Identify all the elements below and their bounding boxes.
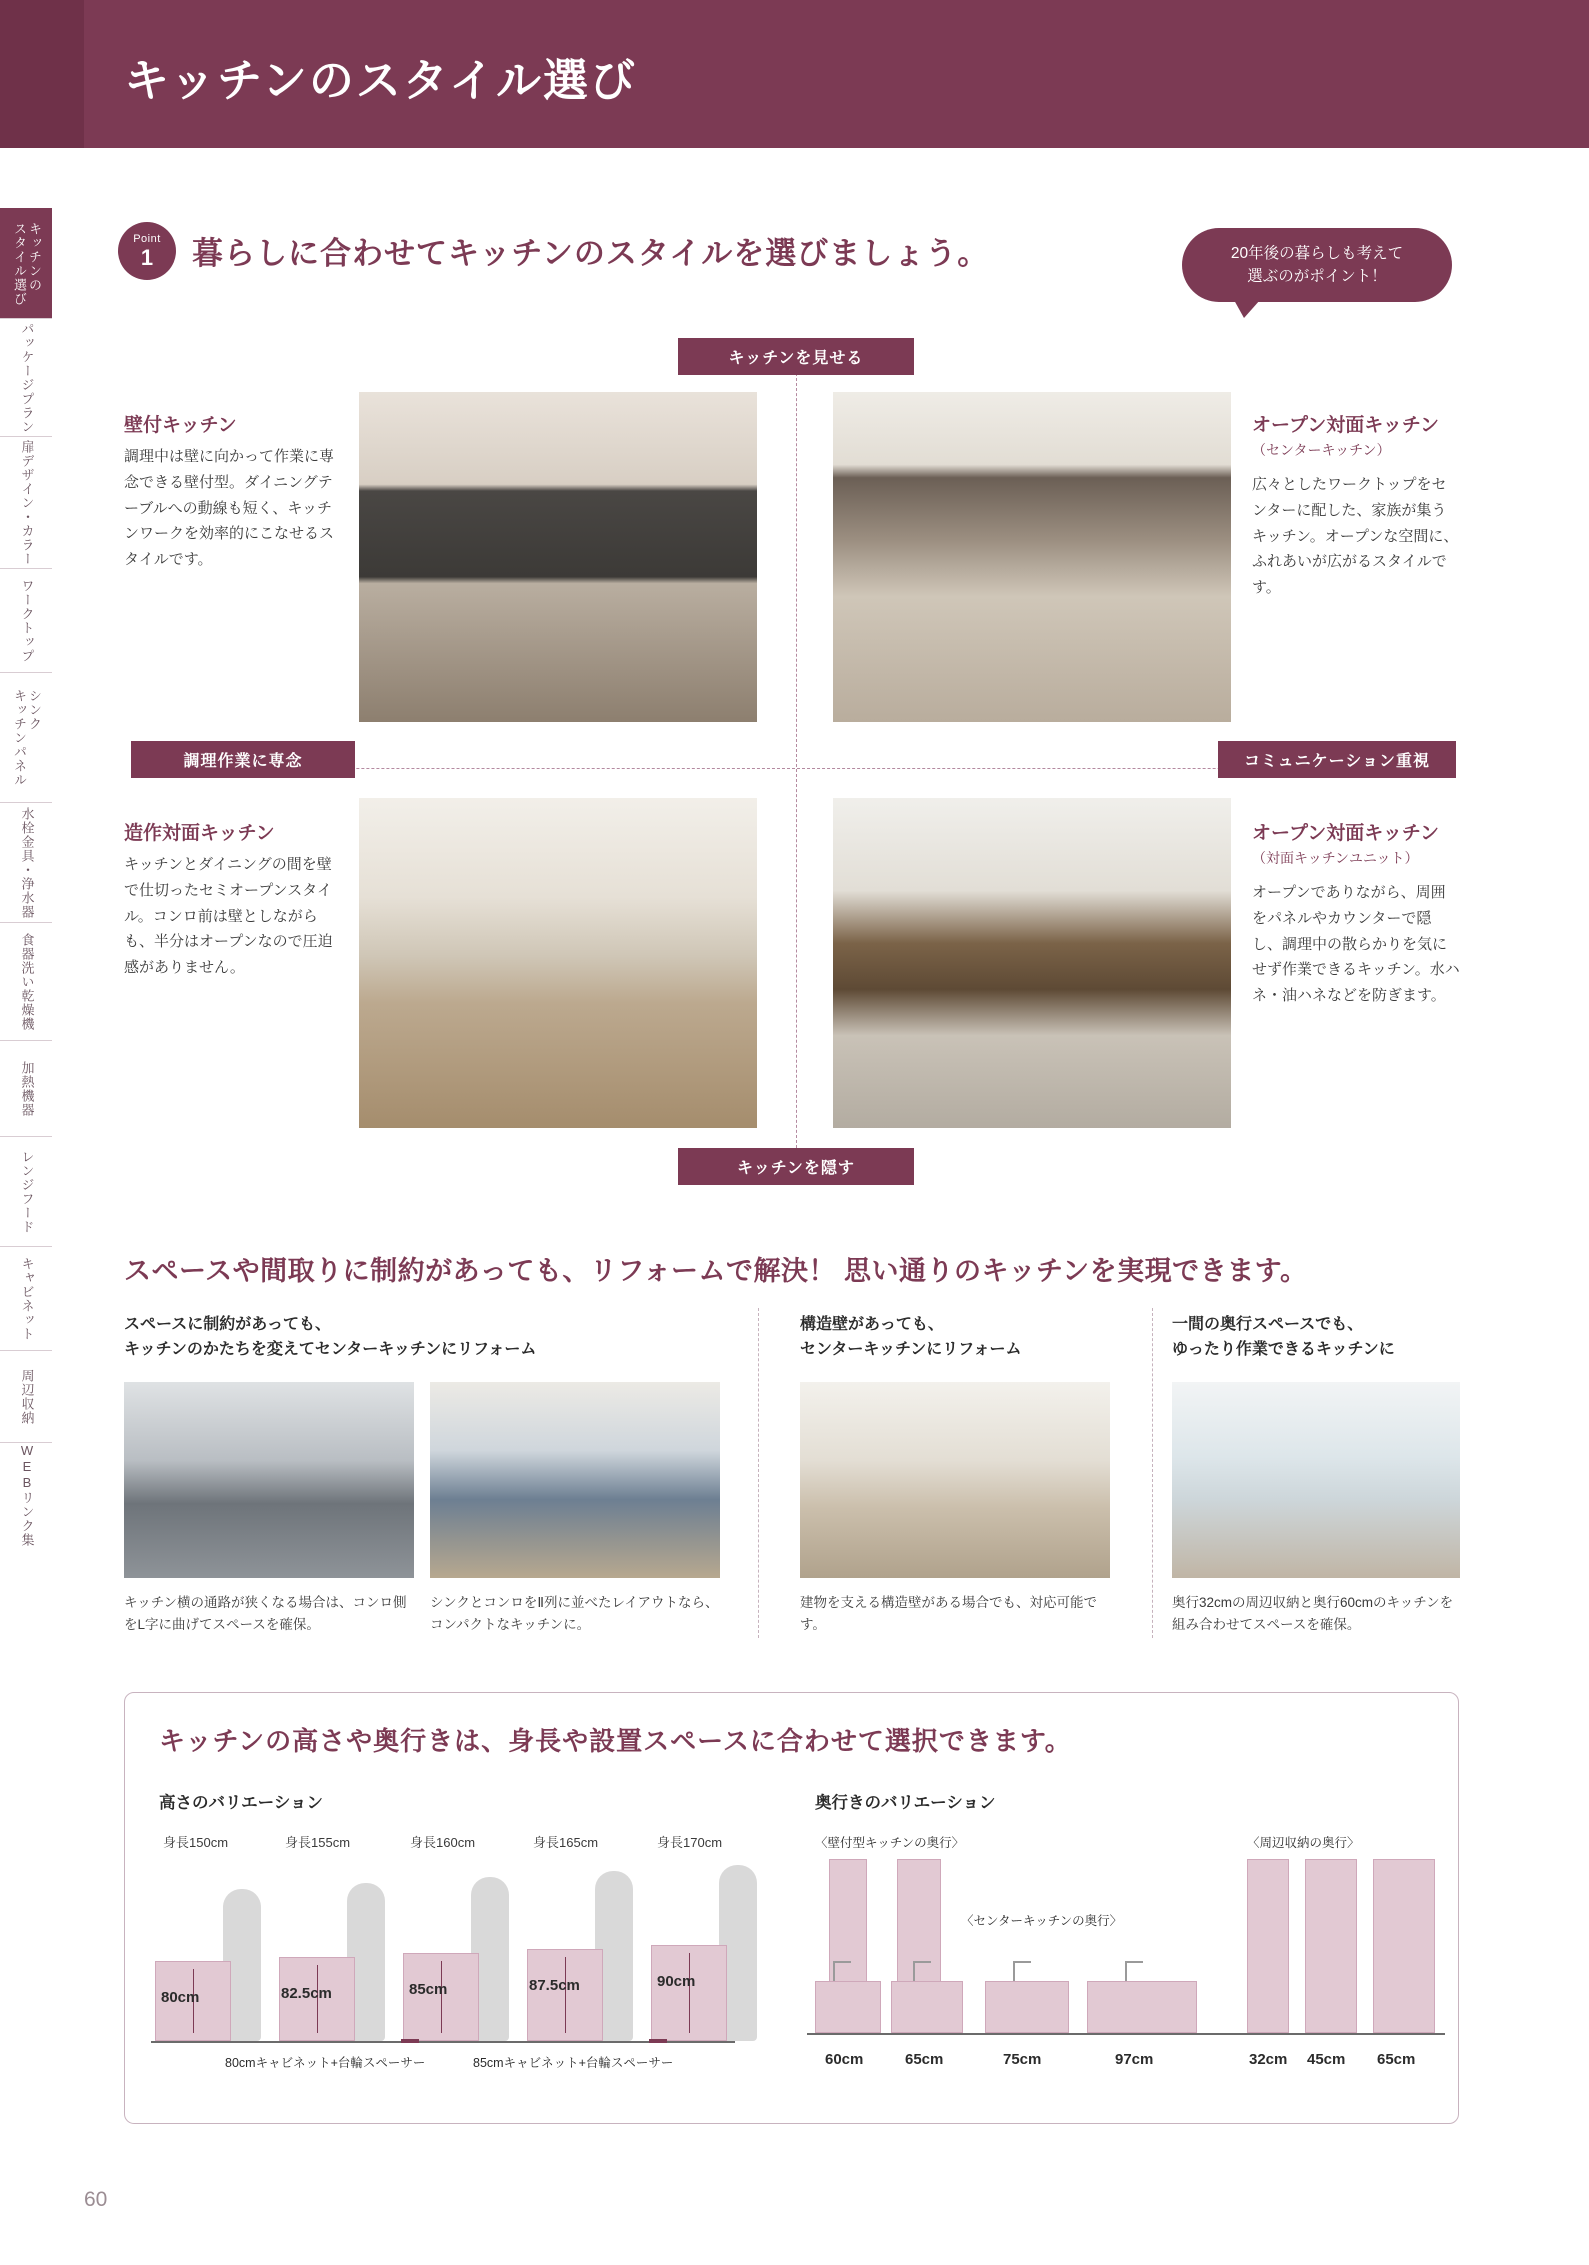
style-body-wall-kitchen: 調理中は壁に向かって作業に専念できる壁付型。ダイニングテーブルへの動線も短く、キッチンワークを効率的にこなせるスタイルです。 bbox=[124, 448, 335, 569]
height-person-label-1: 身長155cm bbox=[285, 1835, 351, 1850]
sidebar-item-faucet-water-purifier[interactable] bbox=[0, 802, 52, 922]
height-value-1: 82.5cm bbox=[281, 1985, 332, 2002]
side-index-tabs[interactable] bbox=[0, 208, 52, 1546]
depth-value-75: 75cm bbox=[1003, 2051, 1042, 2068]
style-sub-open-center: （センターキッチン） bbox=[1252, 442, 1391, 458]
height-value-4: 90cm bbox=[657, 1973, 696, 1990]
section3-panel bbox=[124, 1692, 1459, 2124]
sidebar-item-package-plan[interactable] bbox=[0, 318, 52, 436]
depth-storage-1 bbox=[1305, 1859, 1357, 2033]
faucet-icon-1 bbox=[913, 1961, 931, 1981]
height-baseline bbox=[151, 2041, 735, 2043]
case1-photo-a bbox=[124, 1382, 414, 1578]
height-value-2: 85cm bbox=[409, 1981, 448, 1998]
depth-storage-2 bbox=[1373, 1859, 1435, 2033]
case2-heading: 構造壁があっても、 センターキッチンにリフォーム bbox=[800, 1316, 1022, 1358]
height-note-0: 80cmキャビネット+台輪スペーサー bbox=[225, 2056, 426, 2070]
semi-open-kitchen-photo bbox=[359, 798, 757, 1128]
sidebar-item-label: WEBリンク集 bbox=[19, 1442, 35, 1547]
wall-kitchen-photo bbox=[359, 392, 757, 722]
case1-photo-b bbox=[430, 1382, 720, 1578]
style-sub-facing-unit: （対面キッチンユニット） bbox=[1252, 850, 1419, 866]
page-header bbox=[0, 0, 1589, 148]
height-subhead: 高さのバリエーション bbox=[159, 1794, 324, 1812]
depth-value-65: 65cm bbox=[905, 2051, 944, 2068]
header-accent-band bbox=[0, 0, 84, 148]
sidebar-item-web-links[interactable] bbox=[0, 1442, 52, 1546]
axis-label-focus-cooking: 調理作業に専念 bbox=[131, 741, 355, 778]
open-center-kitchen-photo bbox=[833, 392, 1231, 722]
balloon-line1: 20年後の暮らしも考えて bbox=[1230, 244, 1404, 262]
sidebar-item-label: 扉デザイン・カラー bbox=[19, 439, 35, 566]
case3-heading: 一間の奥行スペースでも、 ゆったり作業できるキッチンに bbox=[1172, 1316, 1395, 1358]
style-title-facing-unit: オープン対面キッチン bbox=[1252, 823, 1439, 844]
height-person-label-3: 身長165cm bbox=[533, 1835, 599, 1850]
height-arrow-4 bbox=[689, 1953, 690, 2033]
point-badge-label: Point bbox=[133, 232, 161, 245]
depth-value-65b: 65cm bbox=[1377, 2051, 1416, 2068]
case2-caption: 建物を支える構造壁がある場合でも、対応可能です。 bbox=[800, 1595, 1097, 1632]
sidebar-item-worktop[interactable] bbox=[0, 568, 52, 672]
photo-fill bbox=[800, 1382, 1110, 1578]
height-value-3: 87.5cm bbox=[529, 1977, 580, 1994]
case1-heading: スペースに制約があっても、 キッチンのかたちを変えてセンターキッチンにリフォーム bbox=[124, 1316, 537, 1358]
style-body-open-center: 広々としたワークトップをセンターに配した、家族が集うキッチン。オープンな空間に、ふれあいが広がるスタイルです。 bbox=[1252, 476, 1459, 597]
matrix-vertical-divider bbox=[796, 368, 797, 1158]
height-person-label-0: 身長150cm bbox=[163, 1835, 229, 1850]
style-body-facing-unit: オープンでありながら、周囲をパネルやカウンターで隠し、調理中の散らかりを気にせず作業できるキッチン。水ハネ・油ハネなどを防ぎます。 bbox=[1252, 884, 1460, 1005]
sidebar-item-label: シンク キッチンパネル bbox=[12, 688, 42, 787]
height-spacer-marker-1 bbox=[401, 2039, 419, 2043]
depth-group3-label: 〈周辺収納の奥行〉 bbox=[1247, 1836, 1360, 1850]
sidebar-item-label: 食器洗い乾燥機 bbox=[19, 932, 35, 1031]
case1-caption-b: シンクとコンロをⅡ列に並べたレイアウトなら、コンパクトなキッチンに。 bbox=[430, 1595, 719, 1632]
height-arrow-3 bbox=[565, 1957, 566, 2033]
section2-title: スペースや間取りに制約があっても、リフォームで解決！ 思い通りのキッチンを実現できます。 bbox=[124, 1256, 1308, 1286]
point-title: 暮らしに合わせてキッチンのスタイルを選びましょう。 bbox=[192, 236, 990, 271]
sidebar-item-peripheral-storage[interactable] bbox=[0, 1350, 52, 1442]
sidebar-item-dishwasher[interactable] bbox=[0, 922, 52, 1040]
depth-group1-label: 〈壁付型キッチンの奥行〉 bbox=[815, 1836, 965, 1850]
sidebar-item-kitchen-style[interactable] bbox=[0, 208, 52, 318]
facing-unit-kitchen-photo bbox=[833, 798, 1231, 1128]
depth-value-97: 97cm bbox=[1115, 2051, 1154, 2068]
sidebar-item-label: キャビネット bbox=[19, 1256, 35, 1341]
sidebar-item-label: パッケージプラン bbox=[19, 321, 35, 434]
sidebar-item-door-design-color[interactable] bbox=[0, 436, 52, 568]
axis-label-show-kitchen: キッチンを見せる bbox=[678, 338, 914, 375]
style-body-semi-open: キッチンとダイニングの間を壁で仕切ったセミオープンスタイル。コンロ前は壁としながらも、半分はオープンなので圧迫感がありません。 bbox=[124, 856, 333, 977]
callout-balloon bbox=[1182, 228, 1452, 302]
case1-caption-a: キッチン横の通路が狭くなる場合は、コンロ側をL字に曲げてスペースを確保。 bbox=[124, 1595, 407, 1632]
section3-title: キッチンの高さや奥行きは、身長や設置スペースに合わせて選択できます。 bbox=[159, 1726, 1072, 1756]
height-value-0: 80cm bbox=[161, 1989, 200, 2006]
style-title-semi-open: 造作対面キッチン bbox=[124, 823, 275, 844]
point-badge bbox=[118, 222, 176, 280]
depth-subhead: 奥行きのバリエーション bbox=[815, 1794, 996, 1812]
photo-fill bbox=[430, 1382, 720, 1578]
height-note-1: 85cmキャビネット+台輪スペーサー bbox=[473, 2056, 674, 2070]
height-person-label-2: 身長160cm bbox=[410, 1835, 476, 1850]
section2-divider-2 bbox=[1152, 1308, 1153, 1638]
style-title-open-center: オープン対面キッチン bbox=[1252, 415, 1439, 436]
depth-value-32: 32cm bbox=[1249, 2051, 1288, 2068]
page-number: 60 bbox=[84, 2188, 108, 2211]
depth-value-60: 60cm bbox=[825, 2051, 864, 2068]
depth-counter-65 bbox=[891, 1981, 963, 2033]
faucet-icon-2 bbox=[1013, 1961, 1031, 1981]
case3-photo bbox=[1172, 1382, 1460, 1578]
photo-fill bbox=[359, 798, 757, 1128]
sidebar-item-range-hood[interactable] bbox=[0, 1136, 52, 1246]
depth-counter-97 bbox=[1087, 1981, 1197, 2033]
photo-fill bbox=[833, 798, 1231, 1128]
depth-baseline bbox=[807, 2033, 1445, 2035]
sidebar-item-label: 加熱機器 bbox=[19, 1060, 35, 1117]
depth-group2-label: 〈センターキッチンの奥行〉 bbox=[961, 1914, 1123, 1928]
sidebar-item-label: ワークトップ bbox=[19, 578, 35, 663]
sidebar-item-label: 水栓金具・浄水器 bbox=[19, 806, 35, 919]
sidebar-item-label: キッチンの スタイル選び bbox=[12, 221, 42, 306]
photo-fill bbox=[359, 392, 757, 722]
case2-photo bbox=[800, 1382, 1110, 1578]
faucet-icon-3 bbox=[1125, 1961, 1143, 1981]
sidebar-item-label: 周辺収納 bbox=[19, 1368, 35, 1425]
point-badge-number: 1 bbox=[140, 244, 154, 270]
style-title-wall-kitchen: 壁付キッチン bbox=[124, 415, 237, 436]
case3-caption: 奥行32cmの周辺収納と奥行60cmのキッチンを組み合わせてスペースを確保。 bbox=[1172, 1595, 1454, 1632]
photo-fill bbox=[1172, 1382, 1460, 1578]
sidebar-item-cabinet[interactable] bbox=[0, 1246, 52, 1350]
axis-label-communication: コミュニケーション重視 bbox=[1218, 741, 1456, 778]
sidebar-item-label: レンジフード bbox=[19, 1149, 35, 1234]
sidebar-item-sink-panel[interactable] bbox=[0, 672, 52, 802]
photo-fill bbox=[124, 1382, 414, 1578]
balloon-line2: 選ぶのがポイント！ bbox=[1247, 268, 1387, 285]
height-spacer-marker-2 bbox=[649, 2039, 667, 2043]
page-title: キッチンのスタイル選び bbox=[124, 55, 637, 106]
faucet-icon-0 bbox=[833, 1961, 851, 1981]
depth-counter-60 bbox=[815, 1981, 881, 2033]
sidebar-item-cooking-appliance[interactable] bbox=[0, 1040, 52, 1136]
height-person-label-4: 身長170cm bbox=[657, 1835, 723, 1850]
depth-counter-75 bbox=[985, 1981, 1069, 2033]
depth-value-45: 45cm bbox=[1307, 2051, 1346, 2068]
section2-divider-1 bbox=[758, 1308, 759, 1638]
photo-fill bbox=[833, 392, 1231, 722]
axis-label-hide-kitchen: キッチンを隠す bbox=[678, 1148, 914, 1185]
depth-storage-0 bbox=[1247, 1859, 1289, 2033]
